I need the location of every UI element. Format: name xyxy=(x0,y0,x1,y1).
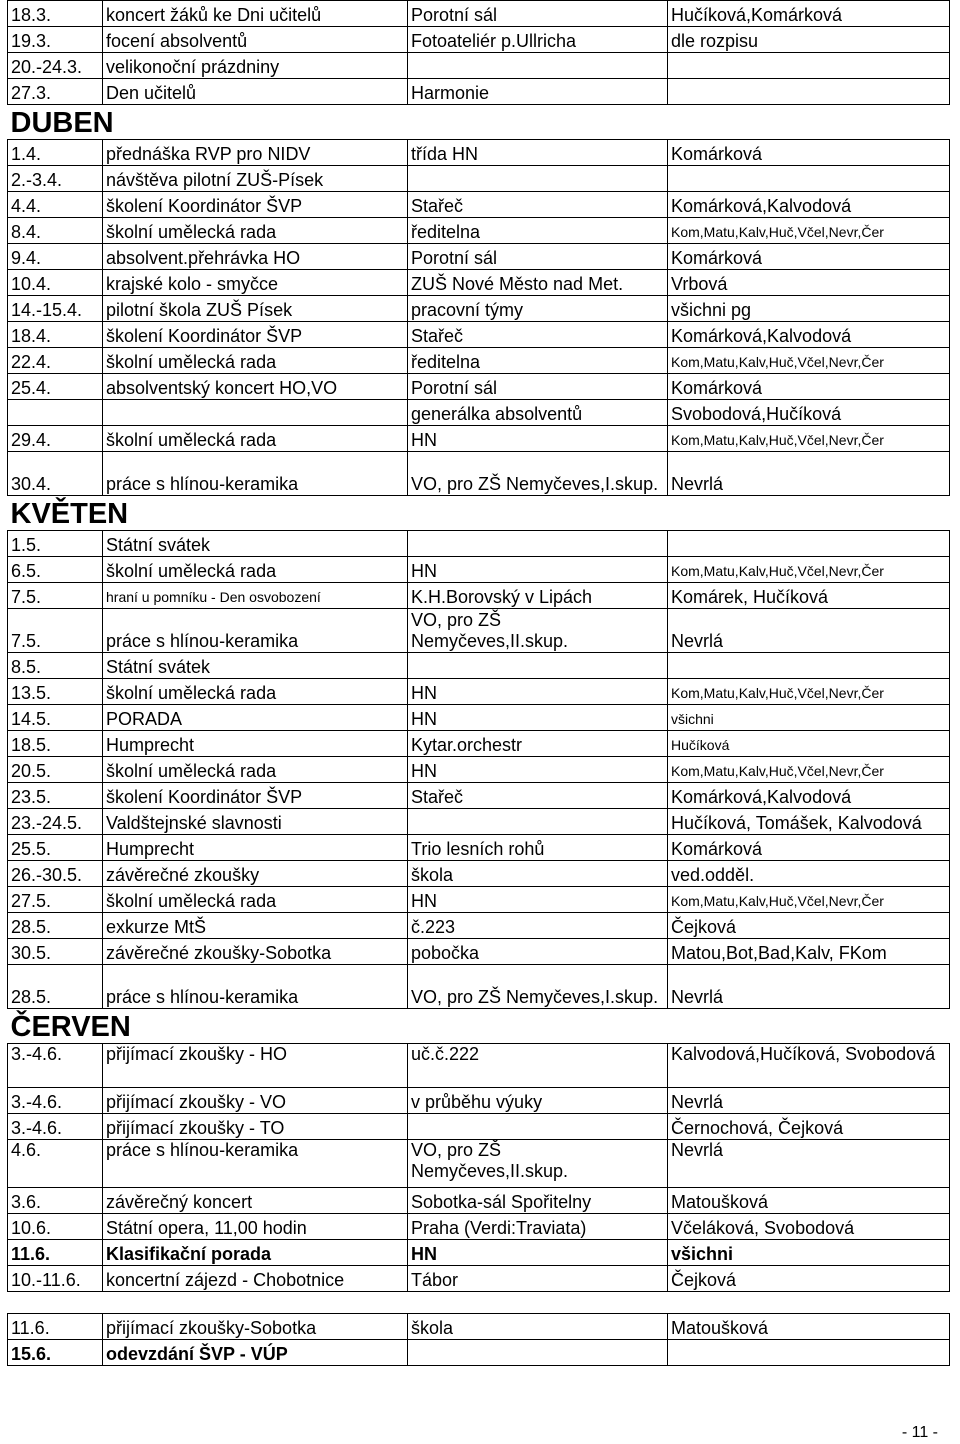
place-cell: pracovní týmy xyxy=(408,296,668,322)
date-cell: 3.6. xyxy=(8,1188,103,1214)
date-cell: 7.5. xyxy=(8,609,103,653)
person-cell: Nevrlá xyxy=(668,1088,950,1114)
event-cell: exkurze MtŠ xyxy=(103,913,408,939)
month-heading: DUBEN xyxy=(10,107,114,139)
date-cell: 27.3. xyxy=(8,79,103,105)
event-cell: závěrečný koncert xyxy=(103,1188,408,1214)
date-cell: 19.3. xyxy=(8,27,103,53)
date-cell: 22.4. xyxy=(8,348,103,374)
table-row xyxy=(8,1140,950,1188)
date-cell: 25.4. xyxy=(8,374,103,400)
person-cell: Komárková,Kalvodová xyxy=(668,322,950,348)
place-cell: HN xyxy=(408,887,668,913)
date-cell: 3.-4.6. xyxy=(8,1088,103,1114)
spacer-row xyxy=(8,1292,950,1314)
person-cell: Kom,Matu,Kalv,Huč,Včel,Nevr,Čer xyxy=(668,348,950,374)
person-cell: Nevrlá xyxy=(668,1140,950,1188)
event-cell: Valdštejnské slavnosti xyxy=(103,809,408,835)
person-cell: Matoušková xyxy=(668,1188,950,1214)
table-row xyxy=(8,783,950,809)
date-cell: 18.5. xyxy=(8,731,103,757)
person-cell: Kom,Matu,Kalv,Huč,Včel,Nevr,Čer xyxy=(668,557,950,583)
place-cell: pobočka xyxy=(408,939,668,965)
person-cell: Komárková xyxy=(668,835,950,861)
person-cell: dle rozpisu xyxy=(668,27,950,53)
table-row xyxy=(8,1088,950,1114)
person-cell: Kom,Matu,Kalv,Huč,Včel,Nevr,Čer xyxy=(668,218,950,244)
table-row xyxy=(8,861,950,887)
event-cell: krajské kolo - smyčce xyxy=(103,270,408,296)
place-cell: třída HN xyxy=(408,140,668,166)
place-cell: ZUŠ Nové Město nad Met. xyxy=(408,270,668,296)
date-cell: 3.-4.6. xyxy=(8,1044,103,1088)
person-cell: Svobodová,Hučíková xyxy=(668,400,950,426)
place-cell: v průběhu výuky xyxy=(408,1088,668,1114)
event-cell: závěrečné zkoušky xyxy=(103,861,408,887)
date-cell: 28.5. xyxy=(8,913,103,939)
table-row xyxy=(8,583,950,609)
table-row xyxy=(8,27,950,53)
date-cell xyxy=(8,400,103,426)
place-cell: Stařeč xyxy=(408,322,668,348)
event-cell: práce s hlínou-keramika xyxy=(103,965,408,1009)
person-cell: Černochová, Čejková xyxy=(668,1114,950,1140)
place-cell xyxy=(408,53,668,79)
date-cell: 10.4. xyxy=(8,270,103,296)
month-heading-row xyxy=(8,1009,950,1044)
person-cell: Komárková xyxy=(668,374,950,400)
event-cell: přijímací zkoušky-Sobotka xyxy=(103,1314,408,1340)
table-row xyxy=(8,1188,950,1214)
place-cell: škola xyxy=(408,861,668,887)
table-row xyxy=(8,1266,950,1292)
date-cell: 10.6. xyxy=(8,1214,103,1240)
place-cell: generálka absolventů xyxy=(408,400,668,426)
person-cell: ved.odděl. xyxy=(668,861,950,887)
person-cell xyxy=(668,79,950,105)
date-cell: 30.4. xyxy=(8,452,103,496)
event-cell: závěrečné zkoušky-Sobotka xyxy=(103,939,408,965)
date-cell: 8.4. xyxy=(8,218,103,244)
place-cell: HN xyxy=(408,705,668,731)
event-cell: přijímací zkoušky - TO xyxy=(103,1114,408,1140)
place-cell: VO, pro ZŠ Nemyčeves,I.skup. xyxy=(408,452,668,496)
person-cell: Komárková,Kalvodová xyxy=(668,783,950,809)
table-row xyxy=(8,965,950,1009)
person-cell: Kalvodová,Hučíková, Svobodová xyxy=(668,1044,950,1088)
place-cell: K.H.Borovský v Lipách xyxy=(408,583,668,609)
event-cell: odevzdání ŠVP - VÚP xyxy=(103,1340,408,1366)
date-cell: 6.5. xyxy=(8,557,103,583)
person-cell xyxy=(668,53,950,79)
place-cell: HN xyxy=(408,557,668,583)
event-cell: školení Koordinátor ŠVP xyxy=(103,322,408,348)
date-cell: 18.3. xyxy=(8,1,103,27)
person-cell: Komárková,Kalvodová xyxy=(668,192,950,218)
person-cell: Nevrlá xyxy=(668,965,950,1009)
place-cell: č.223 xyxy=(408,913,668,939)
event-cell: absolvent.přehrávka HO xyxy=(103,244,408,270)
place-cell: ředitelna xyxy=(408,218,668,244)
person-cell: Kom,Matu,Kalv,Huč,Včel,Nevr,Čer xyxy=(668,426,950,452)
date-cell: 14.-15.4. xyxy=(8,296,103,322)
person-cell: Komárková xyxy=(668,244,950,270)
date-cell: 9.4. xyxy=(8,244,103,270)
person-cell xyxy=(668,1340,950,1366)
place-cell: VO, pro ZŠ Nemyčeves,I.skup. xyxy=(408,965,668,1009)
place-cell: Fotoateliér p.Ullricha xyxy=(408,27,668,53)
place-cell xyxy=(408,1114,668,1140)
person-cell: Nevrlá xyxy=(668,609,950,653)
table-row xyxy=(8,322,950,348)
person-cell: Hučíková xyxy=(668,731,950,757)
place-cell: Porotní sál xyxy=(408,374,668,400)
person-cell: Hučíková, Tomášek, Kalvodová xyxy=(668,809,950,835)
date-cell: 11.6. xyxy=(8,1240,103,1266)
event-cell: školní umělecká rada xyxy=(103,557,408,583)
place-cell: Porotní sál xyxy=(408,1,668,27)
date-cell: 26.-30.5. xyxy=(8,861,103,887)
event-cell: přijímací zkoušky - HO xyxy=(103,1044,408,1088)
place-cell: HN xyxy=(408,757,668,783)
event-cell: koncertní zájezd - Chobotnice xyxy=(103,1266,408,1292)
event-cell: hraní u pomníku - Den osvobození xyxy=(103,583,408,609)
place-cell: ředitelna xyxy=(408,348,668,374)
event-cell: pilotní škola ZUŠ Písek xyxy=(103,296,408,322)
table-row xyxy=(8,53,950,79)
page-number: - 11 - xyxy=(901,1424,938,1441)
event-cell: Státní svátek xyxy=(103,653,408,679)
date-cell: 27.5. xyxy=(8,887,103,913)
person-cell: Čejková xyxy=(668,913,950,939)
place-cell: HN xyxy=(408,426,668,452)
person-cell: všichni xyxy=(668,705,950,731)
event-cell: Humprecht xyxy=(103,835,408,861)
spacer-cell xyxy=(8,1292,950,1314)
month-heading-row xyxy=(8,105,950,140)
place-cell: VO, pro ZŠ Nemyčeves,II.skup. xyxy=(408,609,668,653)
place-cell xyxy=(408,653,668,679)
place-cell xyxy=(408,166,668,192)
person-cell: Kom,Matu,Kalv,Huč,Včel,Nevr,Čer xyxy=(668,887,950,913)
event-cell: PORADA xyxy=(103,705,408,731)
person-cell: Hučíková,Komárková xyxy=(668,1,950,27)
table-row xyxy=(8,1214,950,1240)
table-row xyxy=(8,913,950,939)
table-row xyxy=(8,218,950,244)
table-row xyxy=(8,244,950,270)
event-cell: velikonoční prázdniny xyxy=(103,53,408,79)
person-cell xyxy=(668,166,950,192)
table-row xyxy=(8,939,950,965)
event-cell: přijímací zkoušky - VO xyxy=(103,1088,408,1114)
month-heading-row xyxy=(8,496,950,531)
date-cell: 23.-24.5. xyxy=(8,809,103,835)
table-row xyxy=(8,609,950,653)
date-cell: 1.5. xyxy=(8,531,103,557)
event-cell: školní umělecká rada xyxy=(103,887,408,913)
table-row xyxy=(8,296,950,322)
table-row xyxy=(8,426,950,452)
person-cell: Vrbová xyxy=(668,270,950,296)
person-cell xyxy=(668,653,950,679)
schedule-table xyxy=(7,0,950,1366)
event-cell: Státní svátek xyxy=(103,531,408,557)
event-cell: Den učitelů xyxy=(103,79,408,105)
person-cell: Komárek, Hučíková xyxy=(668,583,950,609)
event-cell: školení Koordinátor ŠVP xyxy=(103,783,408,809)
table-row xyxy=(8,679,950,705)
table-row xyxy=(8,1340,950,1366)
date-cell: 20.-24.3. xyxy=(8,53,103,79)
place-cell: uč.č.222 xyxy=(408,1044,668,1088)
table-row xyxy=(8,705,950,731)
place-cell xyxy=(408,809,668,835)
table-row xyxy=(8,835,950,861)
date-cell: 18.4. xyxy=(8,322,103,348)
table-row xyxy=(8,557,950,583)
month-heading: KVĚTEN xyxy=(10,498,129,530)
date-cell: 4.6. xyxy=(8,1140,103,1188)
place-cell: Porotní sál xyxy=(408,244,668,270)
event-cell: práce s hlínou-keramika xyxy=(103,452,408,496)
table-row xyxy=(8,653,950,679)
table-row xyxy=(8,452,950,496)
date-cell: 23.5. xyxy=(8,783,103,809)
person-cell: všichni xyxy=(668,1240,950,1266)
event-cell: práce s hlínou-keramika xyxy=(103,609,408,653)
table-row xyxy=(8,374,950,400)
event-cell: Klasifikační porada xyxy=(103,1240,408,1266)
date-cell: 10.-11.6. xyxy=(8,1266,103,1292)
table-row xyxy=(8,1114,950,1140)
table-row xyxy=(8,140,950,166)
event-cell: školní umělecká rada xyxy=(103,679,408,705)
table-row xyxy=(8,809,950,835)
event-cell: školní umělecká rada xyxy=(103,218,408,244)
event-cell: Státní opera, 11,00 hodin xyxy=(103,1214,408,1240)
table-row xyxy=(8,531,950,557)
table-row xyxy=(8,1,950,27)
place-cell: HN xyxy=(408,679,668,705)
place-cell: Praha (Verdi:Traviata) xyxy=(408,1214,668,1240)
place-cell xyxy=(408,1340,668,1366)
event-cell: školení Koordinátor ŠVP xyxy=(103,192,408,218)
date-cell: 25.5. xyxy=(8,835,103,861)
date-cell: 4.4. xyxy=(8,192,103,218)
month-heading: ČERVEN xyxy=(10,1011,131,1043)
table-row xyxy=(8,79,950,105)
event-cell: koncert žáků ke Dni učitelů xyxy=(103,1,408,27)
person-cell xyxy=(668,531,950,557)
person-cell: Kom,Matu,Kalv,Huč,Včel,Nevr,Čer xyxy=(668,757,950,783)
place-cell: HN xyxy=(408,1240,668,1266)
table-row xyxy=(8,1044,950,1088)
place-cell: Tábor xyxy=(408,1266,668,1292)
event-cell: focení absolventů xyxy=(103,27,408,53)
place-cell: Stařeč xyxy=(408,783,668,809)
date-cell: 20.5. xyxy=(8,757,103,783)
person-cell: Nevrlá xyxy=(668,452,950,496)
place-cell: škola xyxy=(408,1314,668,1340)
person-cell: Včeláková, Svobodová xyxy=(668,1214,950,1240)
table-row xyxy=(8,1314,950,1340)
event-cell: školní umělecká rada xyxy=(103,757,408,783)
person-cell: Komárková xyxy=(668,140,950,166)
person-cell: všichni pg xyxy=(668,296,950,322)
date-cell: 13.5. xyxy=(8,679,103,705)
person-cell: Matou,Bot,Bad,Kalv, FKom xyxy=(668,939,950,965)
date-cell: 30.5. xyxy=(8,939,103,965)
event-cell: školní umělecká rada xyxy=(103,426,408,452)
date-cell: 28.5. xyxy=(8,965,103,1009)
event-cell: absolventský koncert HO,VO xyxy=(103,374,408,400)
date-cell: 2.-3.4. xyxy=(8,166,103,192)
place-cell: VO, pro ZŠ Nemyčeves,II.skup. xyxy=(408,1140,668,1188)
person-cell: Čejková xyxy=(668,1266,950,1292)
event-cell xyxy=(103,400,408,426)
person-cell: Matoušková xyxy=(668,1314,950,1340)
event-cell: přednáška RVP pro NIDV xyxy=(103,140,408,166)
date-cell: 7.5. xyxy=(8,583,103,609)
place-cell xyxy=(408,531,668,557)
table-row xyxy=(8,192,950,218)
table-row xyxy=(8,348,950,374)
place-cell: Trio lesních rohů xyxy=(408,835,668,861)
date-cell: 29.4. xyxy=(8,426,103,452)
date-cell: 1.4. xyxy=(8,140,103,166)
event-cell: návštěva pilotní ZUŠ-Písek xyxy=(103,166,408,192)
date-cell: 14.5. xyxy=(8,705,103,731)
table-row xyxy=(8,887,950,913)
date-cell: 8.5. xyxy=(8,653,103,679)
date-cell: 11.6. xyxy=(8,1314,103,1340)
date-cell: 15.6. xyxy=(8,1340,103,1366)
event-cell: práce s hlínou-keramika xyxy=(103,1140,408,1188)
place-cell: Harmonie xyxy=(408,79,668,105)
place-cell: Sobotka-sál Spořitelny xyxy=(408,1188,668,1214)
table-row xyxy=(8,270,950,296)
date-cell: 3.-4.6. xyxy=(8,1114,103,1140)
table-row xyxy=(8,757,950,783)
event-cell: školní umělecká rada xyxy=(103,348,408,374)
table-row xyxy=(8,731,950,757)
place-cell: Stařeč xyxy=(408,192,668,218)
table-row xyxy=(8,166,950,192)
table-row xyxy=(8,400,950,426)
person-cell: Kom,Matu,Kalv,Huč,Včel,Nevr,Čer xyxy=(668,679,950,705)
place-cell: Kytar.orchestr xyxy=(408,731,668,757)
table-row xyxy=(8,1240,950,1266)
event-cell: Humprecht xyxy=(103,731,408,757)
